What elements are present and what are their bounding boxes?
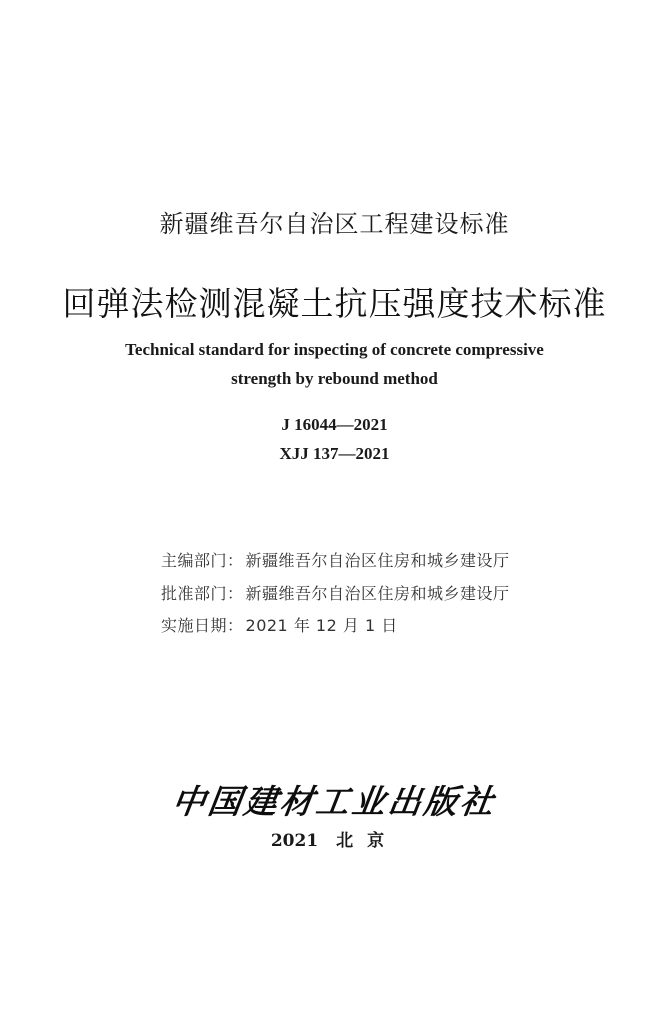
meta-value: 2021 年 12 月 1 日 <box>245 616 398 635</box>
publisher-name: 中国建材工业出版社 <box>169 782 499 821</box>
meta-label: 主编部门： <box>161 551 244 570</box>
series-title: 新疆维吾尔自治区工程建设标准 <box>159 210 510 238</box>
publication-city: 北京 <box>336 831 399 851</box>
main-title: 回弹法检测混凝土抗压强度技术标准 <box>62 284 607 323</box>
publication-place <box>0 826 669 851</box>
publication-year: 2021 <box>270 831 319 851</box>
national-code: J 16044—2021 <box>281 415 388 434</box>
meta-label: 批准部门： <box>161 584 244 603</box>
english-title-line-1: Technical standard for inspecting of concrete compressive <box>125 340 544 359</box>
meta-effective-date <box>161 613 398 636</box>
meta-value: 新疆维吾尔自治区住房和城乡建设厅 <box>245 551 510 570</box>
meta-value: 新疆维吾尔自治区住房和城乡建设厅 <box>245 584 510 603</box>
meta-editing-department <box>161 548 510 571</box>
meta-approving-department <box>161 581 510 604</box>
local-code: XJJ 137—2021 <box>279 444 390 463</box>
meta-label: 实施日期： <box>161 616 244 635</box>
english-title-line-2: strength by rebound method <box>231 369 438 388</box>
